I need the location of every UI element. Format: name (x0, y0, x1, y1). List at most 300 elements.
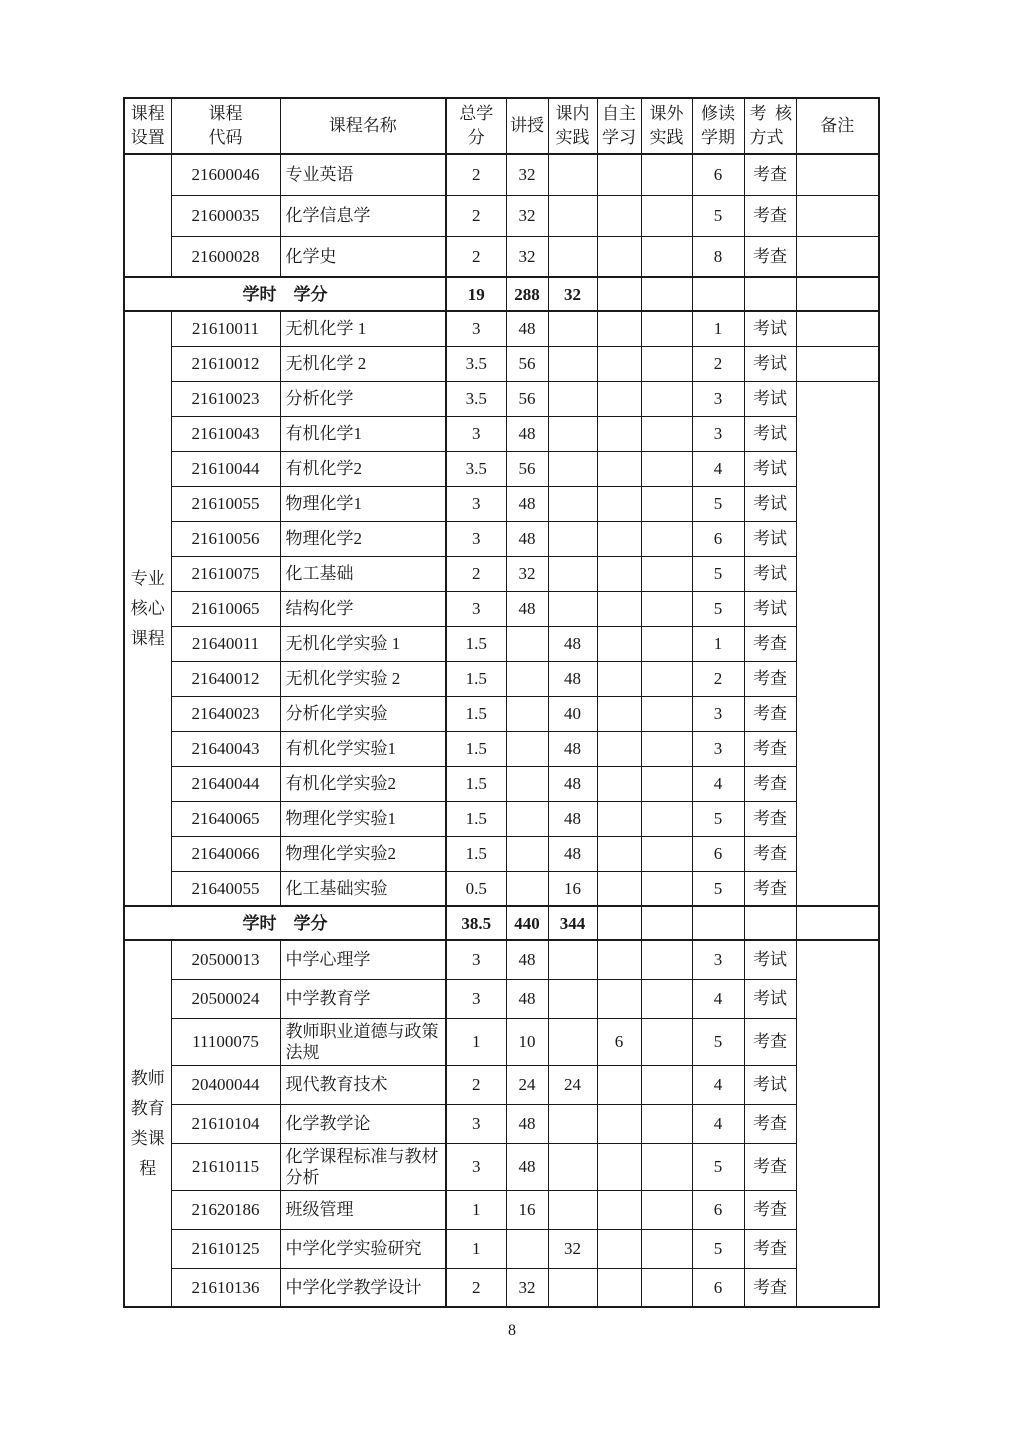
cell-extra (641, 154, 692, 195)
cell-assessment: 考查 (744, 766, 796, 801)
cell-name: 化学教学论 (280, 1104, 446, 1143)
summary-row (124, 277, 879, 311)
cell-self-study (597, 486, 641, 521)
course-row (124, 311, 879, 346)
cell-assessment: 考查 (744, 195, 796, 236)
cell-lecture: 56 (506, 451, 548, 486)
course-group-cell (124, 154, 171, 277)
cell-in-class (548, 236, 597, 277)
cell-self-study (597, 591, 641, 626)
cell-semester: 1 (692, 626, 744, 661)
cell-assessment: 考试 (744, 521, 796, 556)
course-row (124, 836, 879, 871)
cell-in-class (548, 154, 597, 195)
cell-remarks (796, 195, 879, 236)
cell-semester: 3 (692, 731, 744, 766)
header-label: 课程 (208, 104, 243, 123)
cell-in-class (548, 451, 597, 486)
cell-semester: 6 (692, 836, 744, 871)
summary-semester-cell (692, 906, 744, 940)
header-cell-lecture (506, 98, 548, 154)
cell-remarks (796, 311, 879, 346)
cell-remarks (796, 346, 879, 381)
cell-name: 专业英语 (280, 154, 446, 195)
summary-assessment-cell (744, 277, 796, 311)
cell-semester: 3 (692, 696, 744, 731)
course-row (124, 871, 879, 906)
cell-self-study (597, 801, 641, 836)
cell-lecture (506, 696, 548, 731)
cell-code: 21610115 (171, 1143, 280, 1190)
cell-extra (641, 836, 692, 871)
cell-assessment: 考查 (744, 1229, 796, 1268)
cell-assessment: 考查 (744, 801, 796, 836)
cell-in-class (548, 979, 597, 1018)
cell-name: 无机化学 1 (280, 311, 446, 346)
header-cell-code (171, 98, 280, 154)
cell-self-study (597, 1104, 641, 1143)
header-label: 课外 (649, 104, 684, 123)
cell-credits: 1.5 (446, 731, 506, 766)
cell-extra (641, 696, 692, 731)
cell-self-study (597, 836, 641, 871)
cell-semester: 6 (692, 1268, 744, 1307)
cell-code: 21610043 (171, 416, 280, 451)
cell-name: 物理化学1 (280, 486, 446, 521)
cell-credits: 1.5 (446, 696, 506, 731)
header-label: 总学 (459, 104, 494, 123)
summary-credits: 19 (446, 277, 506, 311)
cell-in-class (548, 346, 597, 381)
cell-self-study (597, 521, 641, 556)
cell-credits: 1 (446, 1190, 506, 1229)
course-row (124, 381, 879, 416)
cell-credits: 1 (446, 1229, 506, 1268)
cell-remarks (796, 236, 879, 277)
cell-self-study (597, 979, 641, 1018)
header-cell-group (124, 98, 171, 154)
cell-in-class (548, 940, 597, 979)
course-row (124, 1104, 879, 1143)
header-label: 学习 (602, 128, 636, 147)
header-label: 实践 (555, 128, 590, 147)
cell-assessment: 考查 (744, 626, 796, 661)
summary-self-study-cell (597, 906, 641, 940)
cell-code: 21640055 (171, 871, 280, 906)
header-row (124, 98, 879, 154)
cell-in-class: 48 (548, 801, 597, 836)
header-label: 代码 (208, 128, 243, 147)
summary-in-class: 344 (548, 906, 597, 940)
course-row (124, 556, 879, 591)
header-label: 考 核 (749, 104, 792, 123)
cell-name: 中学教育学 (280, 979, 446, 1018)
cell-lecture: 48 (506, 1143, 548, 1190)
cell-lecture: 10 (506, 1018, 548, 1065)
course-row (124, 195, 879, 236)
header-cell-assessment (744, 98, 796, 154)
cell-assessment: 考试 (744, 556, 796, 591)
cell-extra (641, 661, 692, 696)
course-group-label: 类课 (130, 1128, 165, 1148)
cell-code: 21640012 (171, 661, 280, 696)
cell-semester: 6 (692, 1190, 744, 1229)
cell-code: 21640065 (171, 801, 280, 836)
cell-self-study (597, 1229, 641, 1268)
summary-remarks-cell (796, 277, 879, 311)
cell-credits: 2 (446, 1065, 506, 1104)
course-row (124, 154, 879, 195)
header-label: 自主 (602, 104, 636, 123)
cell-assessment: 考查 (744, 661, 796, 696)
cell-lecture (506, 626, 548, 661)
cell-assessment: 考试 (744, 486, 796, 521)
header-label: 设置 (130, 128, 165, 147)
table-body (124, 154, 879, 1307)
cell-lecture: 32 (506, 556, 548, 591)
cell-in-class: 24 (548, 1065, 597, 1104)
cell-extra (641, 1190, 692, 1229)
cell-code: 21610012 (171, 346, 280, 381)
cell-semester: 2 (692, 346, 744, 381)
cell-in-class (548, 591, 597, 626)
cell-credits: 3 (446, 416, 506, 451)
cell-assessment: 考试 (744, 346, 796, 381)
cell-extra (641, 626, 692, 661)
cell-in-class (548, 556, 597, 591)
cell-semester: 5 (692, 1143, 744, 1190)
cell-semester: 1 (692, 311, 744, 346)
cell-code: 21600028 (171, 236, 280, 277)
cell-code: 21610023 (171, 381, 280, 416)
header-cell-remarks (796, 98, 879, 154)
cell-self-study (597, 1143, 641, 1190)
cell-lecture: 48 (506, 416, 548, 451)
cell-in-class: 48 (548, 766, 597, 801)
course-row (124, 1190, 879, 1229)
cell-in-class: 48 (548, 626, 597, 661)
cell-semester: 4 (692, 451, 744, 486)
cell-name: 有机化学实验1 (280, 731, 446, 766)
cell-credits: 3 (446, 1143, 506, 1190)
cell-self-study (597, 1190, 641, 1229)
cell-name: 分析化学 (280, 381, 446, 416)
summary-remarks-cell (796, 906, 879, 940)
cell-credits: 3 (446, 521, 506, 556)
header-label: 方式 (749, 128, 784, 147)
cell-lecture: 24 (506, 1065, 548, 1104)
cell-semester: 5 (692, 1018, 744, 1065)
cell-self-study: 6 (597, 1018, 641, 1065)
cell-extra (641, 940, 692, 979)
cell-name: 化学课程标准与教材分析 (280, 1143, 446, 1190)
course-row (124, 591, 879, 626)
cell-semester: 6 (692, 521, 744, 556)
cell-credits: 1.5 (446, 836, 506, 871)
cell-assessment: 考查 (744, 871, 796, 906)
cell-in-class: 48 (548, 836, 597, 871)
header-label: 讲授 (510, 116, 544, 135)
summary-label-cell: 学时 学分 (124, 906, 446, 940)
course-row (124, 696, 879, 731)
cell-code: 21610011 (171, 311, 280, 346)
cell-in-class: 32 (548, 1229, 597, 1268)
cell-code: 21640043 (171, 731, 280, 766)
cell-assessment: 考查 (744, 836, 796, 871)
course-row (124, 346, 879, 381)
cell-assessment: 考查 (744, 696, 796, 731)
cell-semester: 4 (692, 1104, 744, 1143)
header-label: 课程名称 (328, 116, 397, 135)
cell-name: 物理化学2 (280, 521, 446, 556)
cell-assessment: 考试 (744, 979, 796, 1018)
cell-name: 中学化学教学设计 (280, 1268, 446, 1307)
cell-name: 中学心理学 (280, 940, 446, 979)
summary-semester-cell (692, 277, 744, 311)
cell-extra (641, 416, 692, 451)
cell-code: 21610136 (171, 1268, 280, 1307)
cell-assessment: 考试 (744, 591, 796, 626)
cell-extra (641, 451, 692, 486)
cell-name: 无机化学 2 (280, 346, 446, 381)
cell-assessment: 考查 (744, 1104, 796, 1143)
course-row (124, 766, 879, 801)
course-row (124, 451, 879, 486)
cell-in-class (548, 1104, 597, 1143)
cell-extra (641, 1104, 692, 1143)
cell-name: 班级管理 (280, 1190, 446, 1229)
header-cell-name (280, 98, 446, 154)
cell-extra (641, 195, 692, 236)
cell-code: 21640044 (171, 766, 280, 801)
course-group-label: 课程 (130, 628, 165, 648)
cell-in-class (548, 521, 597, 556)
cell-credits: 3 (446, 1104, 506, 1143)
cell-remarks (796, 381, 879, 906)
summary-extra-practice-cell (641, 906, 692, 940)
course-group-cell (124, 940, 171, 1307)
course-row (124, 1268, 879, 1307)
cell-self-study (597, 311, 641, 346)
cell-extra (641, 1143, 692, 1190)
cell-extra (641, 979, 692, 1018)
cell-lecture: 48 (506, 311, 548, 346)
course-row (124, 1018, 879, 1065)
cell-credits: 1.5 (446, 801, 506, 836)
cell-name: 化工基础 (280, 556, 446, 591)
cell-semester: 5 (692, 1229, 744, 1268)
cell-credits: 3.5 (446, 451, 506, 486)
summary-lecture: 288 (506, 277, 548, 311)
cell-extra (641, 236, 692, 277)
cell-lecture (506, 766, 548, 801)
header-label: 课内 (555, 104, 590, 123)
cell-credits: 2 (446, 195, 506, 236)
summary-lecture: 440 (506, 906, 548, 940)
cell-semester: 5 (692, 195, 744, 236)
cell-code: 21610125 (171, 1229, 280, 1268)
cell-code: 21610055 (171, 486, 280, 521)
cell-code: 20400044 (171, 1065, 280, 1104)
cell-code: 20500024 (171, 979, 280, 1018)
cell-name: 教师职业道德与政策法规 (280, 1018, 446, 1065)
cell-semester: 4 (692, 979, 744, 1018)
cell-extra (641, 556, 692, 591)
course-group-label: 专业 (130, 568, 165, 588)
cell-extra (641, 346, 692, 381)
cell-code: 21640066 (171, 836, 280, 871)
cell-name: 化学史 (280, 236, 446, 277)
cell-in-class (548, 486, 597, 521)
cell-credits: 0.5 (446, 871, 506, 906)
cell-extra (641, 1018, 692, 1065)
summary-credits: 38.5 (446, 906, 506, 940)
cell-name: 有机化学实验2 (280, 766, 446, 801)
cell-code: 21600046 (171, 154, 280, 195)
cell-lecture: 48 (506, 940, 548, 979)
cell-extra (641, 801, 692, 836)
course-row (124, 626, 879, 661)
cell-assessment: 考试 (744, 940, 796, 979)
cell-semester: 8 (692, 236, 744, 277)
cell-self-study (597, 416, 641, 451)
course-group-label: 教师 (130, 1068, 165, 1088)
course-row (124, 521, 879, 556)
cell-code: 21610075 (171, 556, 280, 591)
summary-row (124, 906, 879, 940)
cell-lecture: 48 (506, 979, 548, 1018)
cell-lecture (506, 731, 548, 766)
cell-extra (641, 766, 692, 801)
cell-assessment: 考查 (744, 1018, 796, 1065)
cell-semester: 5 (692, 591, 744, 626)
cell-semester: 5 (692, 801, 744, 836)
cell-semester: 5 (692, 486, 744, 521)
cell-semester: 4 (692, 766, 744, 801)
cell-lecture: 56 (506, 346, 548, 381)
course-row (124, 940, 879, 979)
cell-code: 21620186 (171, 1190, 280, 1229)
cell-credits: 1.5 (446, 766, 506, 801)
cell-name: 物理化学实验2 (280, 836, 446, 871)
cell-name: 现代教育技术 (280, 1065, 446, 1104)
cell-in-class (548, 195, 597, 236)
course-group-cell (124, 311, 171, 906)
cell-credits: 2 (446, 154, 506, 195)
cell-name: 物理化学实验1 (280, 801, 446, 836)
cell-self-study (597, 236, 641, 277)
cell-lecture (506, 801, 548, 836)
cell-self-study (597, 195, 641, 236)
cell-in-class (548, 311, 597, 346)
cell-remarks (796, 154, 879, 195)
course-row (124, 236, 879, 277)
cell-extra (641, 381, 692, 416)
cell-name: 无机化学实验 1 (280, 626, 446, 661)
cell-code: 21610104 (171, 1104, 280, 1143)
cell-in-class: 40 (548, 696, 597, 731)
header-cell-semester (692, 98, 744, 154)
header-cell-self_study (597, 98, 641, 154)
summary-self-study-cell (597, 277, 641, 311)
header-cell-credits (446, 98, 506, 154)
summary-label-cell: 学时 学分 (124, 277, 446, 311)
cell-credits: 3 (446, 486, 506, 521)
cell-credits: 3.5 (446, 346, 506, 381)
cell-semester: 4 (692, 1065, 744, 1104)
course-row (124, 979, 879, 1018)
course-row (124, 1065, 879, 1104)
header-label: 修读 (701, 104, 735, 123)
cell-code: 21610065 (171, 591, 280, 626)
cell-assessment: 考试 (744, 311, 796, 346)
cell-in-class: 48 (548, 731, 597, 766)
cell-lecture: 32 (506, 1268, 548, 1307)
cell-self-study (597, 731, 641, 766)
course-row (124, 416, 879, 451)
cell-lecture: 48 (506, 486, 548, 521)
header-cell-extra (641, 98, 692, 154)
cell-in-class (548, 1190, 597, 1229)
cell-assessment: 考试 (744, 381, 796, 416)
cell-semester: 3 (692, 381, 744, 416)
cell-name: 化学信息学 (280, 195, 446, 236)
cell-extra (641, 1229, 692, 1268)
cell-self-study (597, 381, 641, 416)
summary-assessment-cell (744, 906, 796, 940)
cell-self-study (597, 346, 641, 381)
cell-lecture: 16 (506, 1190, 548, 1229)
header-label: 学期 (701, 128, 735, 147)
header-cell-in_class (548, 98, 597, 154)
cell-semester: 5 (692, 871, 744, 906)
cell-name: 化工基础实验 (280, 871, 446, 906)
cell-extra (641, 486, 692, 521)
cell-assessment: 考试 (744, 1065, 796, 1104)
cell-code: 21640011 (171, 626, 280, 661)
cell-self-study (597, 451, 641, 486)
cell-extra (641, 521, 692, 556)
course-row (124, 801, 879, 836)
cell-semester: 6 (692, 154, 744, 195)
summary-in-class: 32 (548, 277, 597, 311)
course-row (124, 486, 879, 521)
cell-credits: 3 (446, 940, 506, 979)
cell-in-class: 48 (548, 661, 597, 696)
cell-self-study (597, 696, 641, 731)
cell-lecture: 32 (506, 236, 548, 277)
cell-extra (641, 731, 692, 766)
header-label: 课程 (130, 104, 165, 123)
cell-semester: 3 (692, 416, 744, 451)
cell-code: 21610044 (171, 451, 280, 486)
cell-self-study (597, 940, 641, 979)
cell-name: 有机化学2 (280, 451, 446, 486)
cell-extra (641, 1065, 692, 1104)
cell-self-study (597, 766, 641, 801)
cell-credits: 3 (446, 591, 506, 626)
cell-remarks (796, 940, 879, 1307)
cell-credits: 1.5 (446, 661, 506, 696)
cell-name: 中学化学实验研究 (280, 1229, 446, 1268)
cell-lecture (506, 1229, 548, 1268)
header-label: 分 (467, 128, 485, 147)
course-group-label: 教育 (130, 1098, 165, 1118)
cell-extra (641, 311, 692, 346)
cell-semester: 5 (692, 556, 744, 591)
cell-assessment: 考查 (744, 1190, 796, 1229)
cell-assessment: 考查 (744, 1143, 796, 1190)
